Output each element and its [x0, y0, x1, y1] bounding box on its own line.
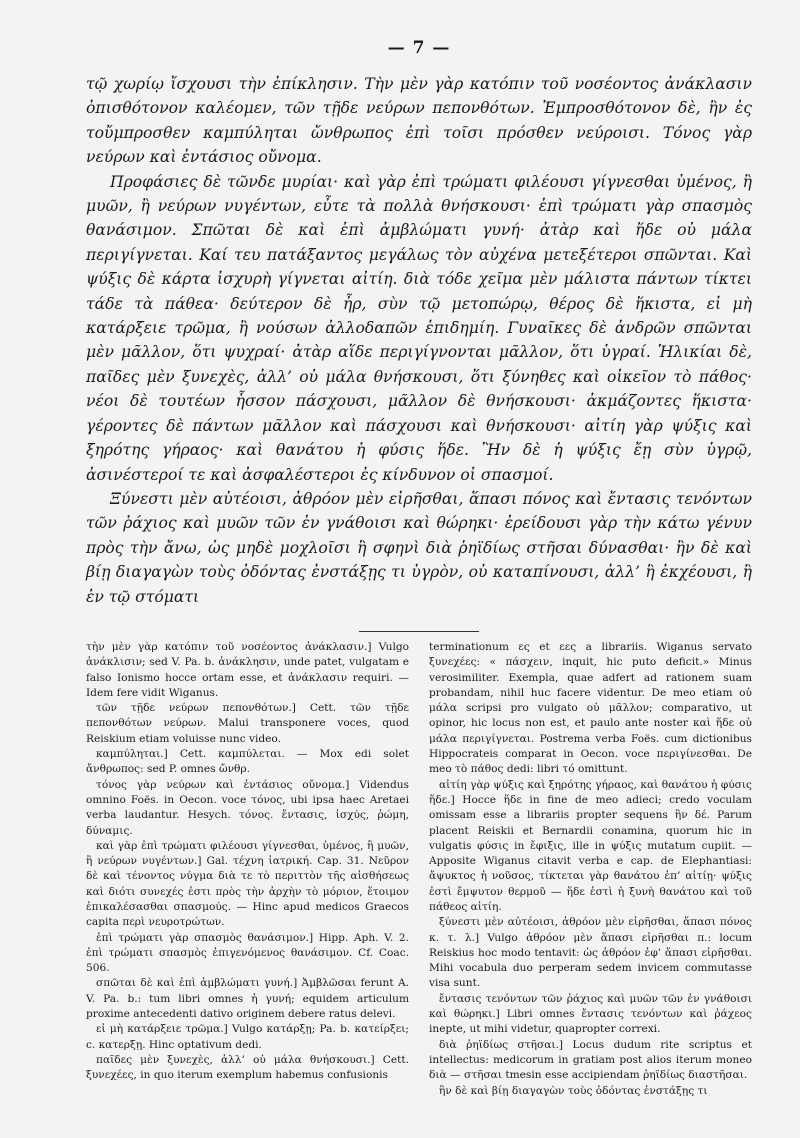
footnote: παῖδες μὲν ξυνεχὲς, ἀλλ’ οὐ μάλα θνήσκουσι.] Cett. ξυνεχέες, in quo iterum exemplum habemus confusionis — [86, 1053, 409, 1082]
footnote: καὶ γὰρ ἐπὶ τρώματι φιλέουσι γίγνεσθαι, ὑμένος, ἢ μυῶν, ἢ νεύρων νυγέντων.] Gal. τέχνη ἰατρική. Cap. 31. Νεῦρον δὲ καὶ τένοντος νύγμα διὰ τε τὸ περιττὸν τῆς αἰσθήσεως καὶ διότι συνεχές ἐστι πρὸς τὴν ἀρχὴν τὸ μόριον, ἕτοιμον ἐπικαλέσασθαι σπασμούς. — Hinc apud medicos Graecos capita περὶ νευροτρώτων. — [86, 839, 409, 929]
footnote: τόνος γὰρ νεύρων καὶ ἐντάσιος οὔνομα.] Videndus omnino Foës. in Oecon. voce τόνος, ubi ipsa haec Aretaei verba laudantur. Hesych. τόνος. ἔντασις, ἰσχύς, ῥώμη, δύναμις. — [86, 778, 409, 837]
footnote: ξύνεστι μὲν αὐτέοισι, ἀθρόον μὲν εἰρῆσθαι, ἅπασι πόνος κ. τ. λ.] Vulgo ἀθρόον μὲν ἅπασι εἰρῆσθαι π.: locum Reiskius hoc modo tentavit: ὡς ἀθρόον ἐφ’ ἅπασι εἰρῆσθαι. Mihi vocabula duo perperam sedem invicem commutasse visa sunt. — [429, 916, 752, 990]
main-paragraph: τῷ χωρίῳ ἴσχουσι τὴν ἐπίκλησιν. Τὴν μὲν γὰρ κατόπιν τοῦ νοσέοντος ἀνάκλασιν ὀπισθότονον καλέομεν, τῶν τῇδε νεύρων πεπονθότων. Ἐμπροσθότονον δὲ, ἢν ἐς τοὔμπροσθεν καμπύληται ὤνθρωπος ἐπὶ τοῖσι πρόσθεν νεύροισι. Τόνος γὰρ νεύρων καὶ ἐντάσιος οὔνομα. — [86, 75, 752, 167]
footnotes-right-column — [429, 640, 752, 1099]
page-number: — 7 — — [387, 38, 451, 58]
footnote: ἔντασις τενόντων τῶν ῥάχιος καὶ μυῶν τῶν ἐν γνάθοισι καὶ θώρηκι.] Libri omnes ἔντασις τενόντων καὶ ῥάχεος inepte, ut mihi videtur, quapropter correxi. — [429, 992, 752, 1036]
footnote: αἰτίη γὰρ ψύξις καὶ ξηρότης γήραος, καὶ θανάτου ἡ φύσις ἥδε.] Hocce ἥδε in fine de meo adieci; credo voculam omissam esse a librariis propter sequens ἢν δέ. Parum placent Reiskii et Bernardii conamina, quorum hic in vulgatis φύσις in ἔφιξις, ille in ψύξις mutatum cupiit. — Apposite Wiganus citavit verba e cap. de Elephantiasi: ἄψυκτος ἡ νοῦσος, τίκτεται γὰρ θανάτου ἐπ’ αἰτίῃ· ψύξις ἐστὶ ἔμψυτον θερμοῦ — ἥδε ἐστὶ ἡ ξυνὴ θανάτου καὶ τοῦ πάθεος αἰτίη. — [429, 778, 752, 913]
footnote-divider — [359, 631, 479, 632]
footnotes — [86, 640, 752, 1099]
footnote: τῶν τῇδε νεύρων πεπονθότων.] Cett. τῶν τῇδε πεπονθότων νεύρων. Malui transponere voces, quod Reiskium etiam voluisse nunc video. — [86, 702, 409, 745]
main-paragraph: Προφάσιες δὲ τῶνδε μυρίαι· καὶ γὰρ ἐπὶ τρώματι φιλέουσι γίγνεσθαι ὑμένος, ἢ μυῶν, ἢ νεύρων νυγέντων, εὖτε τὰ πολλὰ θνήσκουσι· ἐπὶ τρώματι γὰρ σπασμὸς θανάσιμον. Σπῶται δὲ καὶ ἐπὶ ἀμβλώματι γυνή· ἀτὰρ καὶ ἥδε οὐ μάλα περιγίγνεται. Καί τευ πατάξαντος μεγάλως τὸν αὐχένα μετεξέτεροι σπῶνται. Καὶ ψύξις δὲ κάρτα ἰσχυρὴ γίγνεται αἰτίη. διὰ τόδε χεῖμα μὲν μάλιστα πάντων τίκτει τάδε τὰ πάθεα· δεύτερον δὲ ἦρ, σὺν τῷ μετοπώρῳ, θέρος δὲ ἥκιστα, εἰ μὴ κατάρξειε τρῶμα, ἢ νούσων ἀλλοδαπῶν ἐπιδημίη. Γυναῖκες δὲ ἀνδρῶν σπῶνται μὲν μᾶλλον, ὅτι ψυχραί· ἀτὰρ αἵδε περιγίγνονται μᾶλλον, ὅτι ὑγραί. Ἡλικίαι δὲ, παῖδες μὲν ξυνεχὲς, ἀλλ’ οὐ μάλα θνήσκουσι, ὅτι ξύνηθες καὶ οἰκεῖον τὸ πάθος· νέοι δὲ τουτέων ἧσσον πάσχουσι, μᾶλλον δὲ θνήσκουσι· ἀκμάζοντες ἥκιστα· γέροντες δὲ πάντων μᾶλλον καὶ πάσχουσι καὶ θνήσκουσι· αἰτίη γὰρ ψύξις καὶ ξηρότης γήραος· καὶ θανάτου ἡ φύσις ἥδε. Ἢν δὲ ἡ ψύξις ἔῃ σὺν ὑγρῷ, ἀσινέστεροί τε καὶ ἀσφαλέστεροι ἐς κίνδυνον οἱ σπασμοί. — [86, 172, 752, 484]
footnote: ἐπὶ τρώματι γὰρ σπασμὸς θανάσιμον.] Hipp. Aph. V. 2. ἐπὶ τρώματι σπασμὸς ἐπιγενόμενος θανάσιμον. Cf. Coac. 506. — [86, 931, 409, 975]
footnote: τὴν μὲν γὰρ κατόπιν τοῦ νοσέοντος ἀνάκλασιν.] Vulgo ἀνάκλισιν; sed V. Pa. b. ἀνάκλησιν, unde patet, vulgatam e falso Ionismo hocce ortam esse, et ἀνάκλασιν requiri. — Idem fere vidit Wiganus. — [86, 640, 409, 699]
main-paragraph: Ξύνεστι μὲν αὐτέοισι, ἀθρόον μὲν εἰρῆσθαι, ἅπασι πόνος καὶ ἔντασις τενόντων τῶν ῥάχιος καὶ μυῶν τῶν ἐν γνάθοισι καὶ θώρηκι· ἐρείδουσι γὰρ τὴν κάτω γένυν πρὸς τὴν ἄνω, ὡς μηδὲ μοχλοῖσι ἢ σφηνὶ διὰ ῥηϊδίως στῆσαι δύνασθαι· ἢν δὲ καὶ βίῃ διαγαγὼν τοὺς ὀδόντας ἐνστάξῃς τι ὑγρὸν, οὐ καταπίνουσι, ἀλλ’ ἢ ἐκχέουσι, ἢ ἐν τῷ στόματι — [86, 489, 752, 606]
footnote: terminationum ες et εες a librariis. Wiganus servato ξυνεχέες: « πάσχειν, inquit, hic puto deficit.» Minus verosimiliter. Exempla, quae adfert ad rationem suam probandam, nihil huc facere videntur. De meo etiam οὐ μάλα scripsi pro vulgato οὐ μᾶλλον; comparativo, ut opinor, hic locus non est, et paulo ante noster καὶ ἥδε οὐ μάλα περιγίγνεται. Postrema verba Foës. cum dictionibus Hippocrateis comparat in Oecon. voce περιγίνεσθαι. De meo τὸ πάθος dedi: libri τό omittunt. — [429, 640, 752, 776]
footnote: καμπύληται.] Cett. καμπύλεται. — Mox edi solet ἄνθρωπος: sed P. omnes ὤνθρ. — [86, 748, 409, 776]
footnote: διὰ ῥηϊδίως στῆσαι.] Locus dudum rite scriptus et intellectus: medicorum in gratiam post alios iterum moneo διὰ — στῆσαι tmesin esse accipiendam ῥηϊδίως διαστῆσαι. — [429, 1038, 752, 1082]
footnote: εἰ μὴ κατάρξειε τρῶμα.] Vulgo κατάρξῃ; Pa. b. κατείρξει; c. κατερξῃ. Hinc optativum dedi. — [86, 1023, 409, 1051]
footnote: σπῶται δὲ καὶ ἐπὶ ἀμβλώματι γυνή.] Ἀμβλῶσαι ferunt A. V. Pa. b.: tum libri omnes ἡ γυνή; equidem articulum proxime antecedenti dativo originem debere ratus delevi. — [86, 977, 409, 1021]
footnote: ἢν δὲ καὶ βίῃ διαγαγὼν τοὺς ὀδόντας ἐνστάξῃς τι — [439, 1084, 708, 1097]
footnotes-left-column — [86, 640, 409, 1099]
main-text — [86, 72, 752, 609]
